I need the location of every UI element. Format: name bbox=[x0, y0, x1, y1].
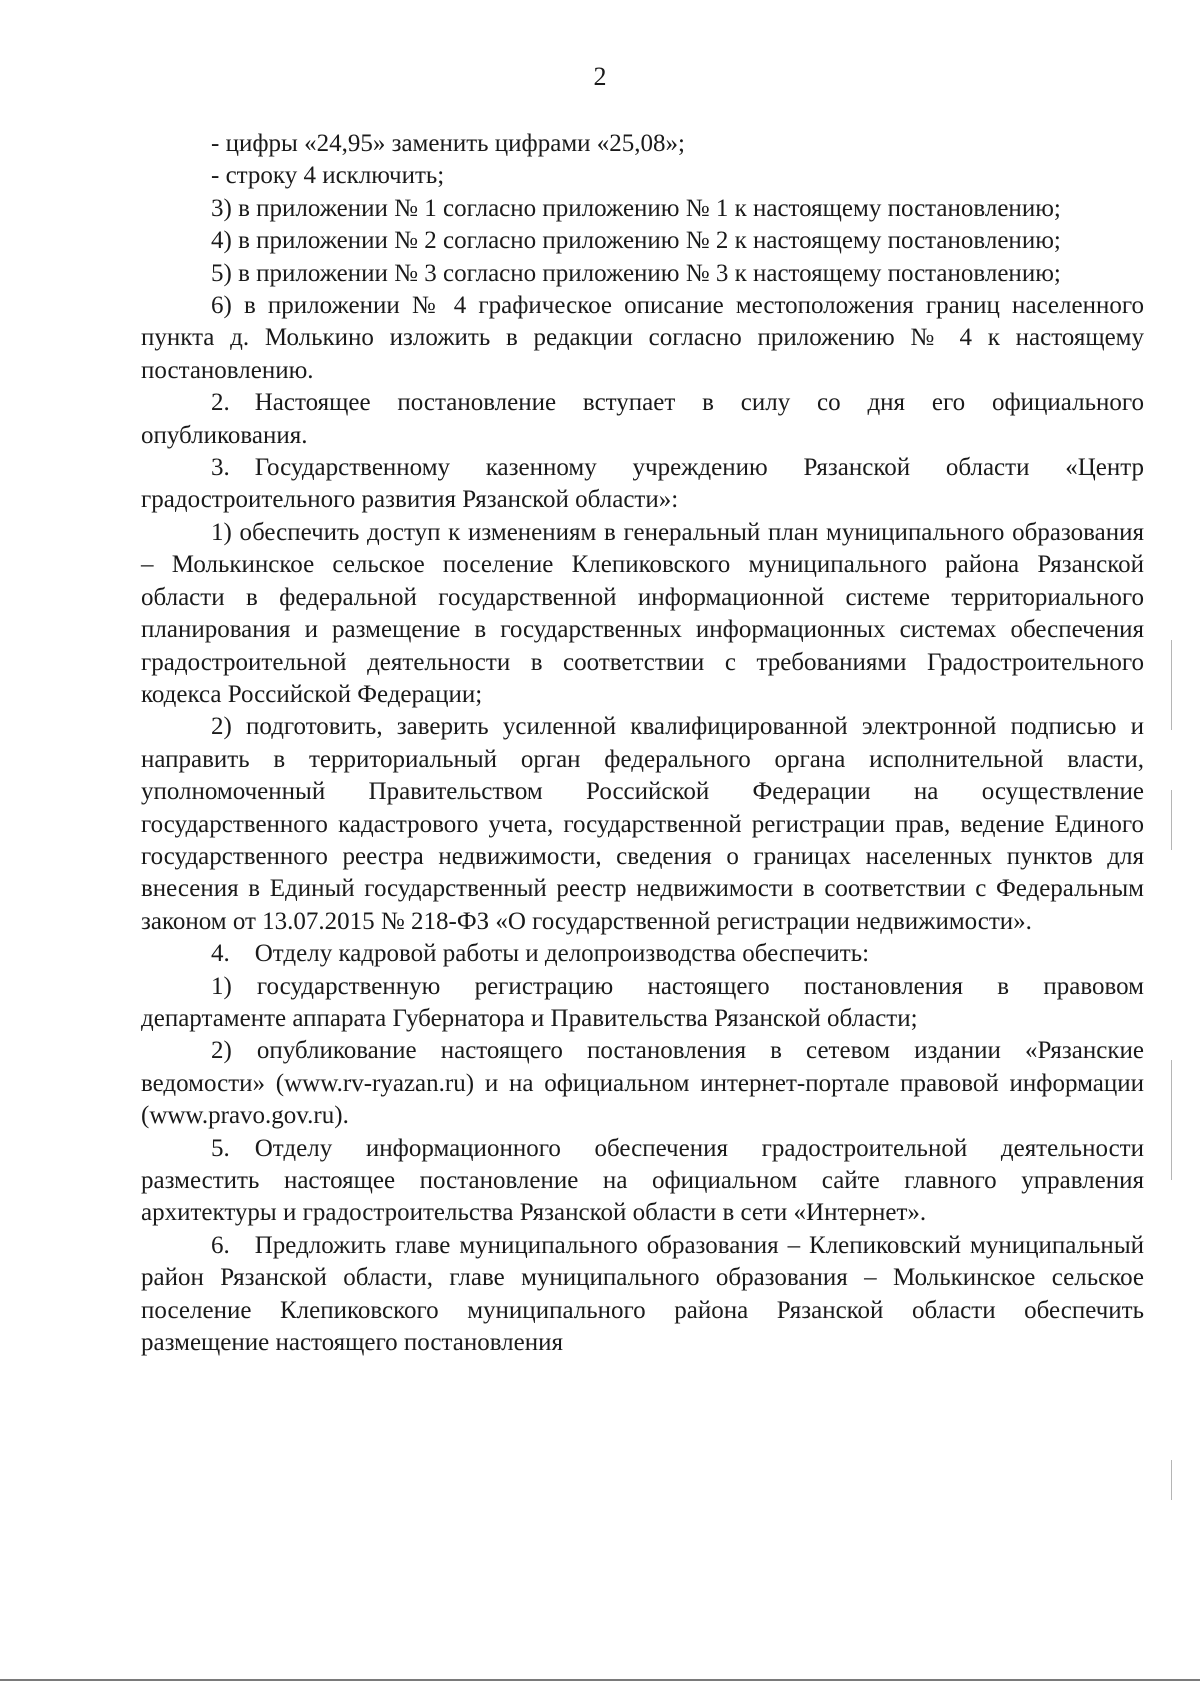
paragraph-section-3: 3. Государственному казенному учреждению Рязанской области «Центр градостроительного развития Рязанской области»: bbox=[141, 454, 1144, 514]
paragraph-replace-digits: - цифры «24,95» заменить цифрами «25,08»; bbox=[211, 130, 685, 157]
paragraph-item-6: 6) в приложении № 4 графическое описание местоположения границ населенного пункта д. Молькино изложить в редакции согласно приложению № 4 к настоящему постановлению. bbox=[141, 292, 1144, 384]
paragraph-section-3-sub-2: 2) подготовить, заверить усиленной квалифицированной электронной подписью и направить в территориальный орган федерального органа исполнительной власти, уполномоченный Правительством Российской Федерации на осуществление государственного кадастрового учета, государственной регистрации прав, ведение Единого государственного реестра недвижимости, сведения о границах населенных пунктов для внесения в Единый государственный реестр недвижимости в соответствии с Федеральным законом от 13.07.2015 № 218-ФЗ «О государственной регистрации недвижимости». bbox=[141, 713, 1144, 935]
paragraph-section-4-sub-1: 1) государственную регистрацию настоящего постановления в правовом департаменте аппарата Губернатора и Правительства Рязанской области; bbox=[141, 972, 1144, 1032]
paragraph-item-5: 5) в приложении № 3 согласно приложению № 3 к настоящему постановлению; bbox=[211, 259, 1061, 287]
page-number: 2 bbox=[593, 62, 607, 91]
footer-rule bbox=[0, 1679, 1200, 1681]
paragraph-section-6: 6. Предложить главе муниципального образования – Клепиковский муниципальный район Рязанской области, главе муниципального образования – Молькинское сельское поселение Клепиковского муниципального района Рязанской области обеспечить размещение настоящего постановления bbox=[141, 1231, 1144, 1357]
paragraph-exclude-line: - строку 4 исключить; bbox=[211, 162, 445, 190]
scan-edge-mark bbox=[1171, 790, 1172, 850]
document-body bbox=[141, 128, 1144, 1359]
paragraph-section-2: 2. Настоящее постановление вступает в силу со дня его официального опубликования. bbox=[141, 389, 1144, 449]
scan-edge-mark bbox=[1171, 1460, 1172, 1500]
paragraph-section-5: 5. Отделу информационного обеспечения градостроительной деятельности разместить настоящее постановление на официальном сайте главного управления архитектуры и градостроительства Рязанской области в сети «Интернет». bbox=[141, 1134, 1144, 1227]
scan-edge-mark bbox=[1171, 640, 1172, 730]
paragraph-section-4: 4. Отделу кадровой работы и делопроизводства обеспечить: bbox=[211, 940, 870, 968]
scan-edge-mark bbox=[1171, 1060, 1172, 1180]
paragraph-item-4: 4) в приложении № 2 согласно приложению № 2 к настоящему постановлению; bbox=[211, 227, 1061, 255]
paragraph-section-3-sub-1: 1) обеспечить доступ к изменениям в генеральный план муниципального образования – Молькинское сельское поселение Клепиковского муниципального района Рязанской области в федеральной государственной информационной системе территориального планирования и размещение в государственных информационных системах обеспечения градостроительной деятельности в соответствии с требованиями Градостроительного кодекса Российской Федерации; bbox=[141, 518, 1144, 708]
paragraph-item-3: 3) в приложении № 1 согласно приложению № 1 к настоящему постановлению; bbox=[211, 194, 1061, 222]
paragraph-section-4-sub-2: 2) опубликование настоящего постановления в сетевом издании «Рязанские ведомости» (www.rv-ryazan.ru) и на официальном интернет-портале правовой информации (www.pravo.gov.ru). bbox=[141, 1037, 1144, 1130]
